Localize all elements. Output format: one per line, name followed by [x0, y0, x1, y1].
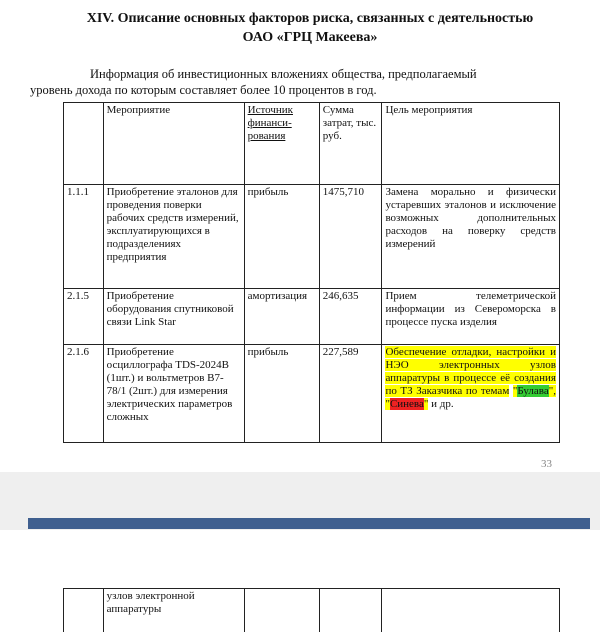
intro-line-2: уровень дохода по которым составляет более 10 процентов в год.: [30, 83, 377, 97]
header-goal: Цель мероприятия: [382, 103, 560, 185]
topic-sineva: Синева: [389, 398, 424, 410]
goal-end: и др.: [431, 398, 454, 410]
row-source: прибыль: [244, 185, 319, 289]
intro-line-1: Информация об инвестиционных вложениях общества, предполагаемый: [90, 67, 477, 81]
table-row: [64, 185, 560, 289]
section-title: [30, 9, 590, 47]
header-event: Мероприятие: [103, 103, 244, 185]
section-title-line-1: XIV. Описание основных факторов риска, связанных с деятельностью: [86, 11, 534, 26]
topic-bulava: Булава: [517, 385, 549, 397]
row-event: узлов электронной аппаратуры: [103, 589, 244, 632]
investment-table: [63, 102, 560, 443]
row-sum: 227,589: [319, 345, 382, 443]
row-number: 2.1.6: [64, 345, 104, 443]
page-number: 33: [541, 458, 552, 470]
header-source: Источник финанси-рования: [244, 103, 319, 185]
continuation-table: [63, 588, 560, 632]
header-bar: [28, 518, 590, 529]
highlighted-goal-text: Обеспечение отладки, настройки и НЭО электронных узлов аппаратуры в процессе её создания по ТЗ Заказчика по темам: [385, 346, 556, 397]
row-goal: Прием телеметрической информации из Североморска в процессе пуска изделия: [382, 289, 560, 345]
intro-paragraph: [30, 66, 570, 98]
table-row: [64, 289, 560, 345]
table-row: [64, 589, 560, 632]
row-event: Приобретение осциллографа TDS-2024B (1шт.) и вольтметров В7-78/1 (2шт.) для измерения электрических параметров сложных: [103, 345, 244, 443]
row-event: Приобретение эталонов для проведения поверки рабочих средств измерений, эксплуатирующихся в подразделениях предприятия: [103, 185, 244, 289]
row-goal: Обеспечение отладки, настройки и НЭО электронных узлов аппаратуры в процессе её создания по ТЗ Заказчика по темам "Булава", "Синева" и др.: [382, 345, 560, 443]
row-number: 2.1.5: [64, 289, 104, 345]
row-source: прибыль: [244, 345, 319, 443]
row-source: амортизация: [244, 289, 319, 345]
section-title-line-2: ОАО «ГРЦ Макеева»: [242, 30, 378, 45]
row-goal: Замена морально и физически устаревших эталонов и исключение возможных дополнительных расходов на поверку средств измерений: [382, 185, 560, 289]
row-number: 1.1.1: [64, 185, 104, 289]
row-sum: 246,635: [319, 289, 382, 345]
header-number: [64, 103, 104, 185]
table-row: [64, 345, 560, 443]
header-sum: Сумма затрат, тыс. руб.: [319, 103, 382, 185]
row-event: Приобретение оборудования спутниковой связи Link Star: [103, 289, 244, 345]
row-sum: 1475,710: [319, 185, 382, 289]
table-header-row: [64, 103, 560, 185]
